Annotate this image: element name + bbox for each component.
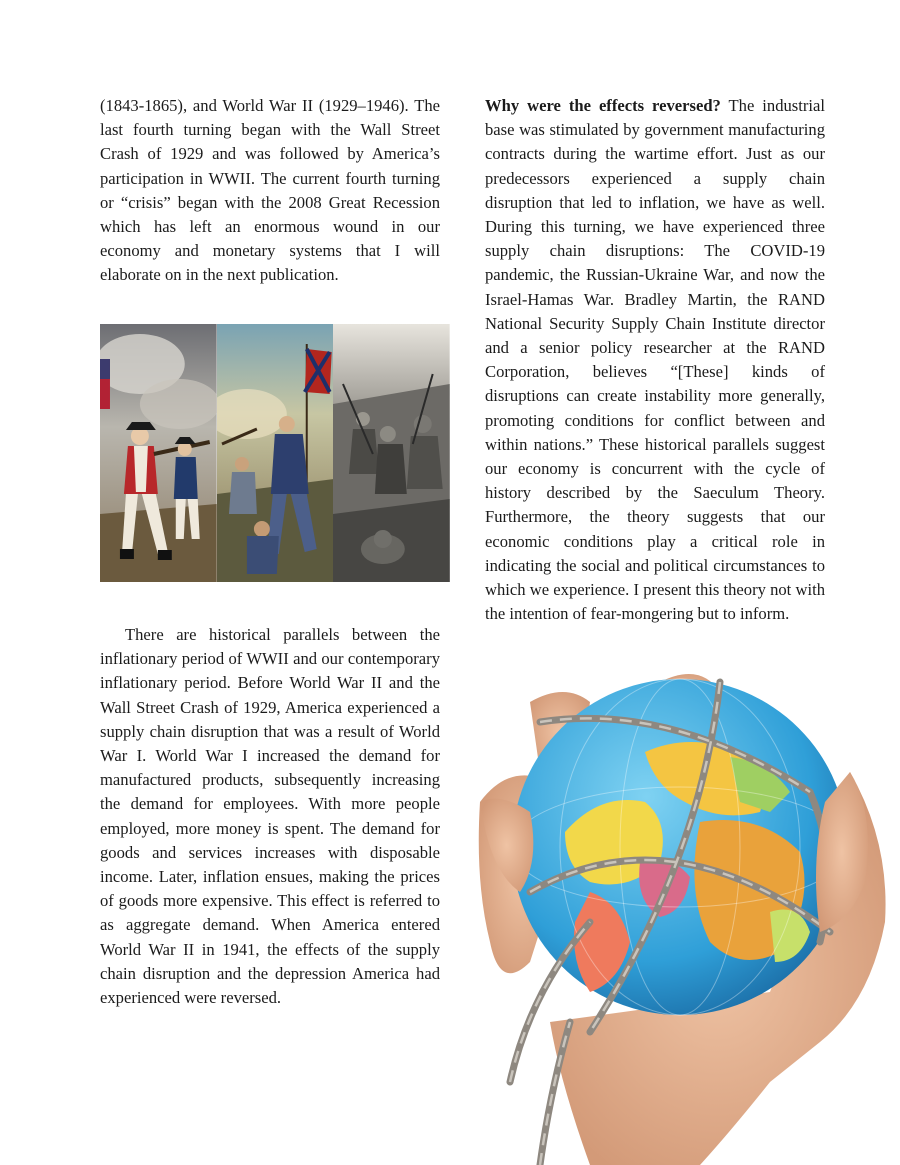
world-war-panel — [333, 324, 450, 582]
civil-war-panel — [217, 324, 334, 582]
globe-in-chains-image — [470, 662, 890, 1165]
paragraph-right-body: The industrial base was stimulated by government manufacturing contracts during the wartime effort. Just as our predecessors experienced a supply chain disruption that led to inflation, we have as well. During this turning, we have experienced three supply chain disruptions: The COVID-19 pandemic, the Russian-Ukraine War, and now the Israel-Hamas War. Bradley Martin, the RAND National Security Supply Chain Institute director and a senior policy researcher at the RAND Corporation, believes “[These] kinds of disruptions can create instability more generally, promoting conditions for conflict between and within nations.” These historical parallels suggest our economy is concurrent with the cycle of history described by the Saeculum Theory. Furthermore, the theory suggests that our economic conditions play a critical role in indicating the social and political circumstances to which we experience. I present this theory not with the intention of fear-mongering but to inform. — [485, 96, 825, 624]
section-lead-heading: Why were the effects reversed? — [485, 96, 721, 115]
revolutionary-war-panel — [100, 324, 217, 582]
paragraph-right — [485, 94, 825, 626]
war-collage-image — [100, 324, 450, 582]
paragraph-left-bottom: There are historical parallels between the inflationary period of WWII and our contemporary inflationary period. Before World War II and the Wall Street Crash of 1929, America experienced a supply chain disruption that was a result of World War I. World War I increased the demand for manufactured products, subsequently increasing the demand for employees. With more people employed, more money is spent. The demand for goods and services increases with disposable income. Later, inflation ensues, making the prices of goods more expensive. This effect is referred to as aggregate demand. When America entered World War II in 1941, the effects of the supply chain disruption and the depression America had experienced were reversed. — [100, 625, 440, 1008]
paragraph-left-top: (1843-1865), and World War II (1929–1946). The last fourth turning began with the Wall Street Crash of 1929 and was followed by America’s participation in WWII. The current fourth turning or “crisis” began with the 2008 Great Recession which has left an enormous wound in our economy and monetary systems that I will elaborate on in the next publication. — [100, 96, 440, 285]
